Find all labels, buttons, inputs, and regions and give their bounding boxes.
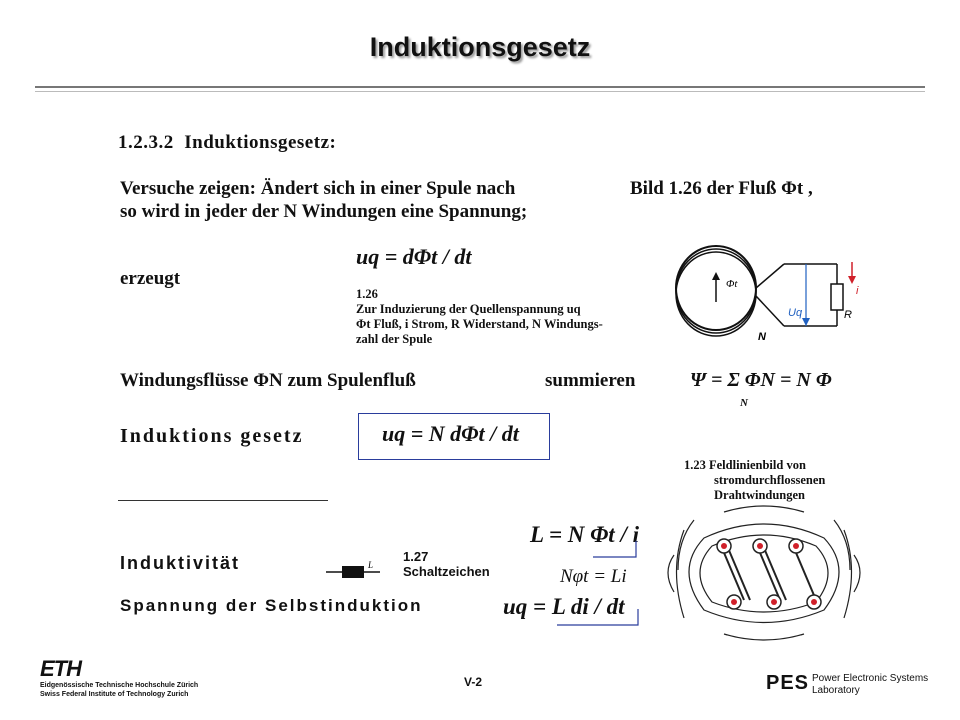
psi-formula: Ψ = Σ ΦN = N Φ: [690, 369, 832, 391]
section-number: 1.2.3.2: [118, 132, 174, 153]
inductor-symbol: [326, 560, 382, 582]
figure-126-coil-circuit: [672, 236, 868, 348]
section-title: Induktionsgesetz:: [184, 132, 337, 153]
intro-line-1: Versuche zeigen: Ändert sich in einer Spule nach: [120, 178, 516, 199]
figure-123-number: 1.23: [684, 458, 706, 472]
section-heading: [118, 132, 336, 154]
self-induction-formula: uq = L di / dt: [503, 594, 625, 619]
flux-identity: Nφt = Li: [560, 566, 627, 587]
title-divider-thin: [35, 91, 925, 92]
pes-logo: PES: [766, 672, 810, 694]
figure-126-label-n: N: [758, 331, 766, 343]
selbstinduktion-label: Spannung der Selbstinduktion: [120, 596, 423, 615]
figure-126-caption: [356, 287, 666, 347]
pes-lab-name: [812, 673, 928, 697]
eth-institution-line: Eidgenössische Technische Hochschule Zürich: [40, 682, 199, 689]
figure-123-caption-line: Drahtwindungen: [714, 488, 805, 502]
figure-126-label-uq: Uq: [788, 307, 803, 319]
inductor-symbol-label: L: [368, 560, 374, 570]
page-number: V-2: [464, 675, 483, 689]
law-formula: uq = N dΦt / dt: [382, 421, 519, 446]
pes-lab-line: Laboratory: [812, 685, 860, 696]
figure-126-caption-line: zahl der Spule: [356, 332, 433, 346]
figure-127-caption: [403, 549, 490, 579]
inductance-formula-bracket: [592, 540, 638, 560]
figure-123-field-lines: [664, 500, 864, 645]
figure-126-label-r: R: [844, 309, 852, 321]
intro-line-1-right: Bild 1.26 der Fluß Φt ,: [630, 178, 813, 199]
title-divider: [35, 86, 925, 88]
induktivitaet-label: Induktivität: [120, 553, 241, 573]
pes-lab-line: Power Electronic Systems: [812, 673, 929, 684]
figure-127-caption-text: Schaltzeichen: [403, 564, 490, 579]
figure-126-caption-line: Zur Induzierung der Quellenspannung uq: [356, 302, 581, 316]
figure-123-caption-line: stromdurchflossenen: [714, 473, 826, 487]
intro-line-2: so wird in jeder der N Windungen eine Spannung;: [120, 201, 528, 222]
figure-123-caption: [684, 458, 844, 503]
erzeugt-text: erzeugt: [120, 268, 181, 289]
eth-institution: [40, 681, 198, 699]
inductance-formula: L = N Φt / i: [530, 522, 639, 547]
windungsfluesse-text: Windungsflüsse ΦN zum Spulenfluß: [120, 370, 416, 391]
figure-126-number: 1.26: [356, 287, 378, 301]
eth-logo: ETH: [40, 656, 81, 681]
figure-126-caption-line: Φt Fluß, i Strom, R Widerstand, N Windungs-: [356, 317, 603, 331]
eth-institution-line: Swiss Federal Institute of Technology Zurich: [40, 691, 189, 698]
law-label: Induktions gesetz: [120, 425, 304, 447]
figure-123-caption-line: Feldlinienbild von: [709, 458, 806, 472]
figure-126-label-phi: Φt: [726, 278, 738, 290]
figure-127-number: 1.27: [403, 549, 429, 564]
summieren-text: summieren: [545, 370, 636, 391]
self-induction-bracket: [556, 608, 640, 628]
page-title: Induktionsgesetz: [369, 32, 591, 62]
psi-subscript: N: [740, 397, 748, 409]
separator-line: [118, 500, 328, 501]
figure-126-label-i: i: [856, 285, 859, 297]
uq-definition: uq = dΦt / dt: [356, 244, 472, 269]
